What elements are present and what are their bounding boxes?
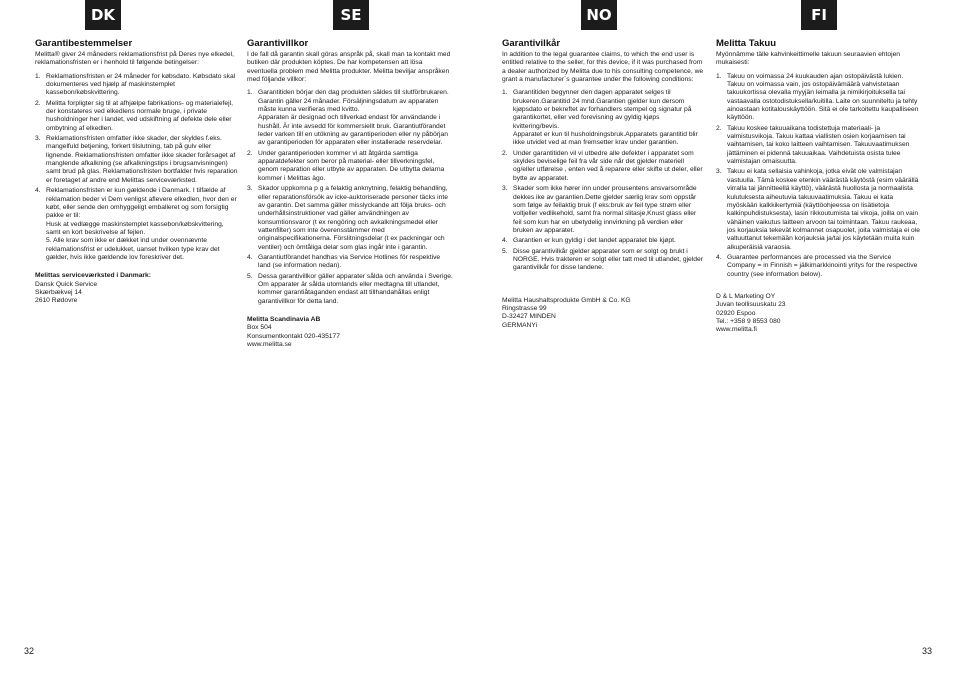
se-column xyxy=(247,38,454,349)
se-item1-extra: Apparaten är designad och tillverkad endast för användande i hushåll. Är inte avsedd för kommersiellt bruk. Garantiutförandet leder varken till en utökning av garantiperioden eller ny påbörjan av garantiperioden för apparaten eller installerade reservdelar. xyxy=(258,114,448,147)
fi-address-line: D & L Marketing OY xyxy=(716,292,776,300)
page-number-left: 32 xyxy=(24,646,35,656)
fi-address-line: www.melitta.fi xyxy=(716,326,757,334)
no-address-line: GERMANYi xyxy=(502,321,538,329)
no-address-line: Melitta Haushaltsprodukte GmbH & Co. KG xyxy=(502,296,631,304)
tab-fi: FI xyxy=(801,0,837,30)
list-item: 5. Disse garantivilkår gjelder apparater som er solgt og brukt i NORGE. Hvis trakteren er solgt eller tatt med til utlandet, gjelder garantivilkår for disse landene. xyxy=(502,247,703,272)
se-intro: I de fall då garantin skall göras anspråk på, skall man ta kontakt med butiken där produkten köptes. De har kompetensen att lösa eventuella problem med Melitta produkter. Melitta beviljar anspråken med följande villkor: xyxy=(247,51,451,84)
fi-address-line: Juvan teollisuuskatu 23 xyxy=(716,301,786,309)
fi-column xyxy=(716,38,920,335)
fi-address-line: Tel.: +358 9 8553 080 xyxy=(716,317,781,325)
list-item: 4. Guarantee performances are processed via the Service Company = in Finnish = jälkimarkkinointi yritys for the respective country (see information below). xyxy=(716,253,918,278)
no-title: Garantivilkår xyxy=(502,38,561,49)
list-item: 4. Reklamationsfristen er kun gældende i Danmark. I tilfælde af reklamation beder vi Dem venligst aflevere elkedlen, hvor den er købt, eller sende den omhyggeligt emballeret og som forsigtig pakke er til: Husk at vedlægge maskinstemplet kassebon/købskvittering, samt en kort beskrivelse af fejlen. 5. Alle krav som ikke er dækket ind under ovennævnte reklamationsfrist er udelukket, uanset hvilken type krav det gælder, hvis ikke gældende lov foreskriver det. xyxy=(35,187,239,262)
no-address-line: D-32427 MINDEN xyxy=(502,313,556,321)
se-list xyxy=(247,89,454,306)
dk-address-line: Dansk Quick Service xyxy=(35,280,98,288)
no-address-line: Ringstrasse 99 xyxy=(502,304,547,312)
dk-address-line: 2610 Rødovre xyxy=(35,297,78,305)
no-intro: In addition to the legal guarantee claims, to which the end user is entitled relative to the seller, for this device, if it was purchased from a dealer authorized by Melitta due to his consulting competence, we grant a manufacturer´s guarantee under the following conditions: xyxy=(502,51,704,84)
dk-column xyxy=(35,38,239,306)
list-item: 2. Takuu koskee takuuaikana todistettuja materiaali- ja valmistusvikoja. Takuu kattaa viallisten osien korjaamisen tai vaihtamisen, tai koko laitteen vaihtamisen. Takuuvaatimuksen jättäminen ei pidennä takuuaikaa. Vaihdetuista osista tulee valmistajan omaisuutta. xyxy=(716,124,910,166)
no-item1-extra: Apparatet er kun til husholdningsbruk.Apparatets garantitid blir ikke utvidet ved at man fremsetter krav under garantien. xyxy=(513,131,698,147)
list-item: 1. Garantitiden börjar den dag produkten säldes till slutförbrukaren. Garantin gäller 24 månader. Försäljningsdatum av apparaten måste kunna verifieras med kvitto. Apparaten är designad och tillverkad endast för användande i hushåll. Är inte avsedd för kommersiellt bruk. Garantiutförandet leder varken till en utökning av garantiperioden eller ny påbörjan av garantiperioden för apparaten eller installerade reservdelar. xyxy=(247,89,454,147)
no-column xyxy=(502,38,704,330)
dk-title: Garantibestemmelser xyxy=(35,38,133,49)
se-address-line: Box 504 xyxy=(247,324,272,332)
dk-extra: Husk at vedlægge maskinstemplet kassebon/købskvittering, samt en kort beskrivelse af fejlen. xyxy=(46,220,224,236)
list-item: 3. Reklamationsfristen omfatter ikke skader, der skyldes f.eks. mangelfuld betjening, forkert tilslutning, tab på gulv eller lignende. Reklamationsfristen omfatter ikke skader forårsaget af manglende afkalkning (se afkalkningstips i brugsanvisningen) samt brud på glas. Reklamationsfristen bortfalder hvis reparation er foretaget af andre end Melittas serviceværksted. xyxy=(35,135,238,184)
no-list xyxy=(502,89,704,272)
page-number-right: 33 xyxy=(921,646,932,656)
dk-address-title: Melittas serviceværksted i Danmark: xyxy=(35,272,151,280)
fi-list xyxy=(716,73,920,279)
tab-no: NO xyxy=(581,0,617,30)
list-item: 1. Garantitiden begynner den dagen apparatet selges til brukeren.Garantitid 24 mnd.Garantien gjelder kun dersom kjøpsdato er bekreftet av forhandlers stempel og signatur på garantikortet, eller ved forevisning av gyldig kjøps kvittering/bevis. Apparatet er kun til husholdningsbruk.Apparatets garantitid blir ikke utvidet ved at man fremsetter krav under garantien. xyxy=(502,89,704,147)
se-address-line: www.melitta.se xyxy=(247,341,292,348)
list-item: 2. Under garantitiden vil vi utbedre alle defekter i apparatet som skyldes beviselige feil fra vår side når det gjelder materiell og/eller utførelse , enten ved å reparere eller skifte ut deler, eller bytte av apparatet. xyxy=(502,149,703,182)
list-item: 1. Reklamationsfristen er 24 måneder for købsdato. Købsdato skal dokumenteres ved hjælp af maskinstemplet kassebon/købskvittering. xyxy=(35,72,236,97)
se-address-title: Melitta Scandinavia AB xyxy=(247,315,321,323)
list-item: 2. Under garantiperioden kommer vi att åtgärda samtliga apparatdefekter som beror på material- eller tillverkningsfel, genom reparation eller utbyte av apparaten. De utbytta delarna kommer i Melittas ägo. xyxy=(247,149,445,182)
list-item: 4. Garantien er kun gyldig i det landet apparatet ble kjøpt. xyxy=(502,237,676,245)
dk-address-line: Skærbækvej 14 xyxy=(35,288,82,296)
fi-title: Melitta Takuu xyxy=(716,38,776,49)
list-item: 3. Skador uppkomna p g a felaktig anknytning, felaktig behandling, eller reparationsförsök av icke-auktoriserade personer täcks inte av garantin. Det samma gäller misslyckande att följa bruks- och underhållsinstruktioner vad gäller användningen av konsumtionsvaror (t ex rengöring och avkalkningsmedel eller vattenfilter) som inte överensstämmer med originalspecifikationerna. Förslitningsdelar (t ex packningar och ventiler) och ömtåliga delar som glas ingår inte i garantin. xyxy=(247,185,448,251)
list-item: 3. Skader som ikke hører inn under prousentens ansvarsområde dekkes ike av garantien.Dette gjelder særlig krav som oppstår som følge av feilaktig bruk (f eks:bruk av feil type strøm eller voltjeller vedlikehold, samt fra normal slitasje,Knust glass eller feil som kun har en ubetydelig innvirkning på verdien eller bruken av apparatet. xyxy=(502,185,697,234)
list-item: 3. Takuu ei kata sellaisia vahinkoja, jotka eivät ole valmistajan vastuulla. Tämä koskee etenkin väärästä käytöstä (esim väärällä virralla tai jännitteellä käyttö), väärästä huollosta ja normaalista kulutuksesta aiheutuvia takuuvaatimuksia. Takuu ei kata myöskään kalkkikertymiä (käyttöohjeessa on lisätietoja kalkinpuhdistuksesta), lasin rikkoutumista tai vikoja, joilla on vain vähäinen vaikutus laitteen arvoon tai toimintaan. Takuu raukeaa, jos korjauksia tekevät kolmannet osapuolet, joita valmistaja ei ole valtuuttanut tekemään korjauksia ja/tai jos käytetään muita kuin alkuperäisiä varaosia. xyxy=(716,168,920,251)
fi-address-line: 02920 Espoo xyxy=(716,309,756,317)
tab-se: SE xyxy=(333,0,369,30)
dk-list xyxy=(35,73,239,263)
fi-intro: Myönnämme tälle kahvinkeittimelle takuun seuraavien ehtojen mukaisesti: xyxy=(716,51,901,67)
tab-dk: DK xyxy=(85,0,121,30)
dk-item5: 5. Alle krav som ikke er dækket ind under ovennævnte reklamationsfrist er udelukket, uanset hvilken type krav det gælder, hvis ikke gældende lov foreskriver det. xyxy=(46,237,220,261)
se-address-line: Konsumentkontakt 020-435177 xyxy=(247,332,340,340)
list-item: 2. Melitta forpligter sig til at afhjælpe fabrikations- og materialefejl, der konstateres ved elkedlens normale bruge, i private husholdninger her i landet, ved udskiftning af defekte dele eller ombytning af elkedlen. xyxy=(35,99,233,132)
list-item: 5. Dessa garantivillkor gäller apparater sålda och använda i Sverige. Om apparater är sålda utomlands eller medtagna till utlandet, kommer garantiåtaganden endast att tillhandahållas enligt garantivillkor för detta land. xyxy=(247,272,453,305)
se-title: Garantivillkor xyxy=(247,38,309,49)
list-item: 4. Garantiutförandet handhas via Service Hotlines för respektive land (se information nedan). xyxy=(247,253,441,270)
dk-intro: Melitta® giver 24 måneders reklamationsfrist på Deres nye elkedel, reklamationsfristen er i henhold til følgende betingelser: xyxy=(35,51,234,67)
list-item: 1. Takuu on voimassa 24 kuukauden ajan ostopäivästä lukien. Takuu on voimassa vain, jos ostopäivämäärä vahvistetaan takuukortissa olevalla myyjän leimalla ja nimikirjoituksella tai vastaavalla ostotodistuksella/kuitilla. Laite on suunniteltu ja tehty ainoastaan kotitalouskäyttöön. Sitä ei ole tarkoitettu kaupalliseen käyttöön. xyxy=(716,72,919,122)
